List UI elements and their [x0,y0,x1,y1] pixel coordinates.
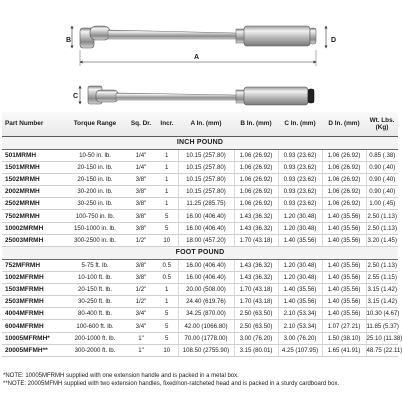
table-row [2,161,398,173]
cell-d: 1.40 (35.56) [322,210,366,222]
cell-d: 1.40 (35.56) [322,283,366,295]
cell-sq: 3/8" [126,198,156,210]
cell-part: 4004MFRMH [2,308,64,320]
table-row [2,186,398,198]
cell-c: 0.93 (23.62) [278,198,322,210]
cell-b: 1.06 (26.92) [234,198,278,210]
cell-part: 752MFRMH [2,259,64,271]
cell-part: 1002MFRMH [2,271,64,283]
cell-incr: 1 [156,198,178,210]
cell-b: 1.43 (36.32) [234,222,278,234]
cell-d: 1.40 (35.56) [322,259,366,271]
cell-incr: 1 [156,173,178,185]
cell-incr: 1 [156,283,178,295]
cell-a: 24.40 (619.76) [178,296,234,308]
table-row [2,320,398,332]
cell-incr: 1 [156,149,178,161]
cell-incr: 5 [156,210,178,222]
cell-range: 10-50 in. lb. [64,149,126,161]
cell-range: 100-750 in. lb. [64,210,126,222]
cell-sq: 3/4" [126,308,156,320]
column-header-b: B In. (mm) [234,112,278,137]
table-row [2,222,398,234]
cell-range: 300-2500 in. lb. [64,234,126,246]
cell-part: 1503MFRMH [2,283,64,295]
cell-a: 10.15 (257.80) [178,161,234,173]
cell-incr: 1 [156,161,178,173]
dim-label-d: D [331,37,337,44]
cell-sq: 1/2" [126,296,156,308]
cell-part: 10005MFRMH* [2,332,64,344]
table-row [2,173,398,185]
cell-part: 2002MRMH [2,186,64,198]
cell-sq: 3/8" [126,186,156,198]
cell-incr: 0.5 [156,259,178,271]
table-header-row [2,112,398,137]
cell-part: 7502MRMH [2,210,64,222]
column-header-d: D In. (mm) [322,112,366,137]
cell-wt: 0.85 (.38) [366,149,398,161]
cell-incr: 10 [156,234,178,246]
cell-part: 501MRMH [2,149,64,161]
cell-a: 20.00 (508.00) [178,283,234,295]
table-row [2,283,398,295]
table-row [2,296,398,308]
cell-incr: 1 [156,296,178,308]
cell-sq: 3/8" [126,173,156,185]
cell-d: 1.06 (26.92) [322,186,366,198]
cell-b: 2.50 (63.50) [234,308,278,320]
cell-c: 0.93 (23.62) [278,173,322,185]
footnote-2: **NOTE: 20005MFMH supplied with two extension handles, fixed/non-ratcheted head and is packed in a sturdy cardboard box. [3,381,340,387]
cell-part: 6004MFRMH [2,320,64,332]
footnote-1: *NOTE: 10005MFRMH supplied with one extension handle and is packed in a metal box. [3,373,239,379]
cell-a: 108.50 (2755.90) [178,344,234,356]
cell-sq: 3/4" [126,320,156,332]
cell-a: 34.25 (870.00) [178,308,234,320]
column-header-wt: Wt. Lbs. (Kg) [366,112,398,137]
cell-sq: 1" [126,332,156,344]
cell-wt: 1.00 (.45) [366,198,398,210]
cell-range: 150-1000 in. lb. [64,222,126,234]
cell-c: 0.93 (23.62) [278,161,322,173]
cell-range: 100-600 ft. lb. [64,320,126,332]
cell-range: 80-400 ft. lb. [64,308,126,320]
cell-d: 1.40 (35.56) [322,271,366,283]
section-header-row [2,137,398,150]
table-row [2,332,398,344]
cell-a: 16.00 (406.40) [178,222,234,234]
cell-wt: 11.85 (5.37) [366,320,398,332]
cell-b: 1.70 (43.18) [234,296,278,308]
wrench-diagram [0,0,400,112]
cell-d: 1.40 (35.56) [322,222,366,234]
cell-sq: 3/8" [126,259,156,271]
cell-wt: 48.75 (22.11) [366,344,398,356]
cell-c: 1.40 (35.56) [278,296,322,308]
footnotes [3,372,399,388]
section-header-row [2,247,398,260]
cell-c: 2.10 (53.34) [278,308,322,320]
table-row [2,308,398,320]
cell-d: 1.07 (27.21) [322,320,366,332]
cell-sq: 1/2" [126,283,156,295]
cell-part: 1502MRMH [2,173,64,185]
cell-wt: 2.50 (1.13) [366,259,398,271]
cell-a: 16.00 (406.40) [178,210,234,222]
cell-incr: 5 [156,320,178,332]
column-header-range: Torque Range [64,112,126,137]
cell-part: 1501MRMH [2,161,64,173]
cell-sq: 3/8" [126,271,156,283]
cell-a: 10.15 (257.80) [178,149,234,161]
table-row [2,259,398,271]
table-body [2,137,402,357]
cell-b: 1.70 (43.18) [234,283,278,295]
cell-d: 1.50 (38.10) [322,332,366,344]
cell-sq: 3/8" [126,210,156,222]
cell-range: 20-150 ft. lb. [64,283,126,295]
cell-incr: 1 [156,186,178,198]
table-row [2,271,398,283]
cell-d: 1.06 (26.92) [322,198,366,210]
dim-label-c: C [73,93,79,100]
cell-wt: 3.15 (1.42) [366,296,398,308]
cell-incr: 0.5 [156,271,178,283]
cell-a: 10.15 (257.80) [178,186,234,198]
cell-c: 1.40 (35.56) [278,283,322,295]
cell-wt: 10.30 (4.67) [366,308,398,320]
column-header-c: C In. (mm) [278,112,322,137]
cell-d: 1.06 (26.92) [322,173,366,185]
cell-b: 2.50 (63.50) [234,320,278,332]
cell-wt: 2.55 (1.15) [366,271,398,283]
cell-sq: 3/8" [126,222,156,234]
cell-d: 1.65 (41.91) [322,344,366,356]
cell-range: 300-2000 ft. lb. [64,344,126,356]
table-row [2,198,398,210]
cell-c: 1.20 (30.48) [278,271,322,283]
table-row [2,344,398,356]
cell-range: 30-250 in. lb. [64,198,126,210]
cell-b: 1.43 (36.32) [234,259,278,271]
wrench-side-view [80,26,316,48]
section-title: INCH POUND [2,137,398,150]
cell-c: 1.20 (30.48) [278,222,322,234]
cell-range: 200-1000 ft. lb. [64,332,126,344]
cell-d: 1.40 (35.56) [322,234,366,246]
cell-incr: 5 [156,222,178,234]
cell-c: 3.00 (76.20) [278,332,322,344]
cell-d: 1.40 (35.56) [322,296,366,308]
cell-b: 1.70 (43.18) [234,234,278,246]
cell-wt: 25.10 (11.38) [366,332,398,344]
cell-part: 10002MRMH [2,222,64,234]
cell-c: 4.25 (107.95) [278,344,322,356]
table-row [2,234,398,246]
cell-a: 11.25 (285.75) [178,198,234,210]
section-title: FOOT POUND [2,247,398,260]
wrench-top-view [88,86,314,105]
cell-d: 1.06 (26.92) [322,161,366,173]
cell-range: 30-200 in. lb. [64,186,126,198]
cell-incr: 10 [156,344,178,356]
cell-sq: 1/4" [126,149,156,161]
cell-part: 25003MRMH [2,234,64,246]
dim-label-a: A [194,54,200,61]
column-header-incr: Incr. [156,112,178,137]
cell-c: 1.40 (35.56) [278,234,322,246]
cell-part: 20005MFMH** [2,344,64,356]
cell-sq: 1" [126,344,156,356]
cell-b: 1.06 (26.92) [234,149,278,161]
table-row [2,210,398,222]
cell-incr: 5 [156,332,178,344]
cell-wt: 0.90 (.40) [366,161,398,173]
cell-b: 1.06 (26.92) [234,173,278,185]
cell-c: 1.20 (30.48) [278,259,322,271]
cell-b: 1.06 (26.92) [234,161,278,173]
cell-c: 1.20 (30.48) [278,210,322,222]
column-header-part: Part Number [2,112,64,137]
table-row [2,149,398,161]
cell-c: 2.10 (53.34) [278,320,322,332]
cell-wt: 0.90 (.40) [366,173,398,185]
cell-wt: 2.50 (1.13) [366,210,398,222]
cell-a: 16.00 (406.40) [178,259,234,271]
cell-wt: 0.90 (.40) [366,186,398,198]
cell-a: 10.15 (257.80) [178,173,234,185]
cell-b: 1.06 (26.92) [234,186,278,198]
cell-wt: 2.50 (1.13) [366,222,398,234]
cell-b: 3.00 (76.20) [234,332,278,344]
cell-range: 10-100 ft. lb. [64,271,126,283]
cell-b: 1.43 (36.32) [234,210,278,222]
column-header-sq: Sq. Dr. [126,112,156,137]
dim-label-b: B [66,37,72,44]
cell-d: 1.06 (26.92) [322,149,366,161]
cell-d: 1.40 (35.56) [322,308,366,320]
cell-wt: 3.15 (1.42) [366,283,398,295]
column-header-a: A In. (mm) [178,112,234,137]
cell-range: 20-150 in. lb. [64,173,126,185]
cell-incr: 5 [156,308,178,320]
cell-sq: 1/2" [126,234,156,246]
cell-c: 0.93 (23.62) [278,149,322,161]
cell-b: 3.15 (80.01) [234,344,278,356]
cell-sq: 1/4" [126,161,156,173]
cell-c: 0.93 (23.62) [278,186,322,198]
cell-part: 2503MFRMH [2,296,64,308]
cell-a: 42.00 (1066.80) [178,320,234,332]
cell-a: 16.00 (406.40) [178,271,234,283]
cell-a: 70.00 (1778.00) [178,332,234,344]
cell-b: 1.43 (36.32) [234,271,278,283]
cell-range: 5-75 ft. lb. [64,259,126,271]
cell-range: 30-250 ft. lb. [64,296,126,308]
cell-range: 20-150 in. lb. [64,161,126,173]
cell-wt: 3.20 (1.45) [366,234,398,246]
cell-part: 2502MRMH [2,198,64,210]
cell-a: 18.00 (457.20) [178,234,234,246]
spec-table [2,112,402,357]
